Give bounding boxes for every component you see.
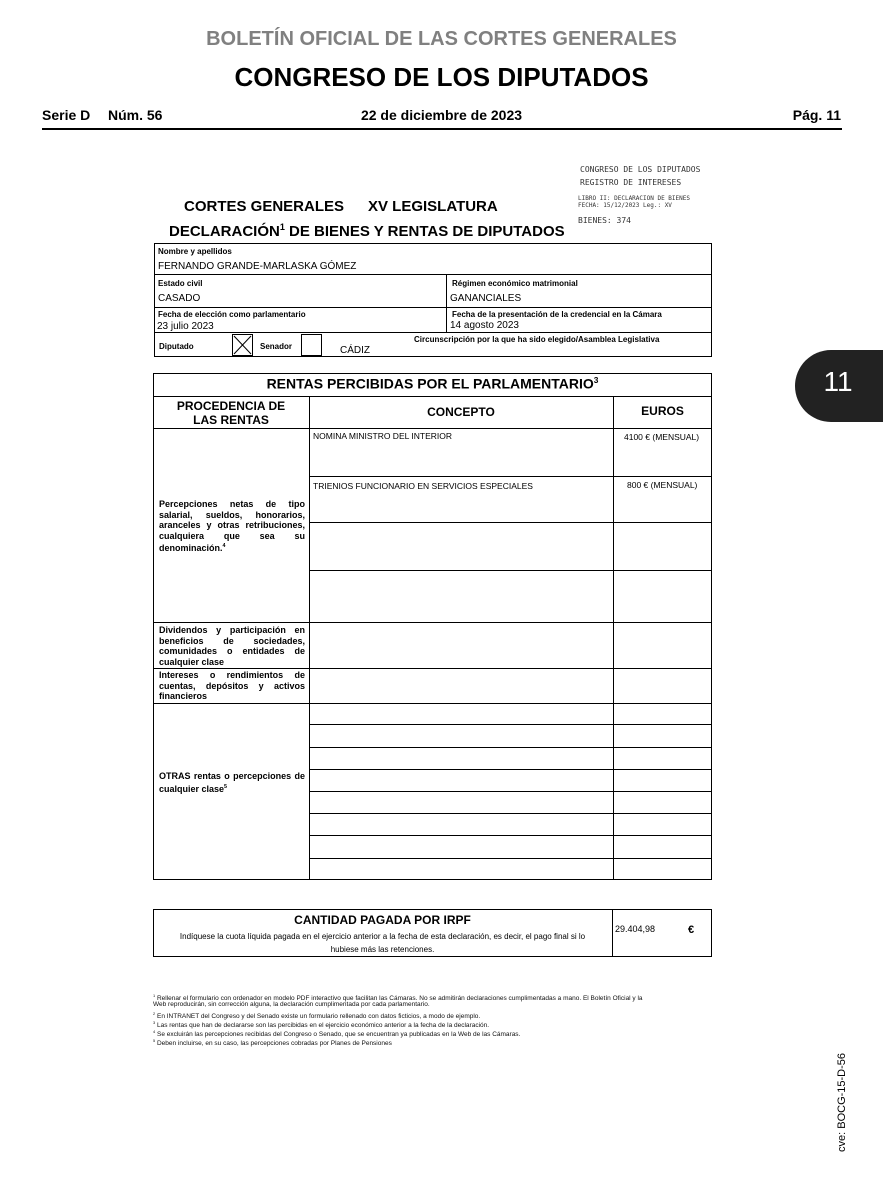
regimen-label: Régimen económico matrimonial bbox=[452, 279, 578, 288]
fecha-credencial-label: Fecha de la presentación de la credencial en la Cámara bbox=[452, 310, 662, 319]
publication-date: 22 de diciembre de 2023 bbox=[360, 107, 523, 123]
estado-civil-label: Estado civil bbox=[158, 279, 203, 288]
fecha-credencial-value: 14 agosto 2023 bbox=[450, 320, 519, 331]
publication-title: BOLETÍN OFICIAL DE LAS CORTES GENERALES bbox=[206, 28, 677, 50]
cve-code: cve: BOCG-15-D-56 bbox=[836, 1052, 848, 1152]
issue-number: Núm. 56 bbox=[108, 107, 163, 123]
form-title-legislatura: XV LEGISLATURA bbox=[368, 198, 498, 215]
diputado-checkbox[interactable] bbox=[232, 334, 253, 356]
section-dividendos: Dividendos y participación en beneficios de sociedades, comunidades o entidades de cualquier clase bbox=[159, 625, 305, 667]
regimen-value: GANANCIALES bbox=[450, 293, 522, 304]
section-otras: OTRAS rentas o percepciones de cualquier clase$^5$ bbox=[159, 771, 305, 794]
col-euros-header: EUROS bbox=[641, 404, 684, 418]
irpf-value: 29.404,98 bbox=[615, 924, 656, 934]
page-number: Pág. 11 bbox=[792, 107, 841, 123]
circunscripcion-label: Circunscripción por la que ha sido elegido/Asamblea Legislativa bbox=[414, 335, 660, 344]
circunscripcion-value: CÁDIZ bbox=[340, 345, 370, 356]
checked-x-icon bbox=[233, 335, 252, 355]
fecha-eleccion-value: 23 julio 2023 bbox=[157, 321, 214, 332]
senador-checkbox[interactable] bbox=[301, 334, 322, 356]
page-tab-number: 11 bbox=[823, 366, 853, 397]
col-procedencia-header: PROCEDENCIA DE LAS RENTAS bbox=[176, 399, 286, 427]
row-2-concepto: TRIENIOS FUNCIONARIO EN SERVICIOS ESPECIALES bbox=[313, 481, 533, 491]
fecha-eleccion-label: Fecha de elección como parlamentario bbox=[158, 310, 306, 319]
chamber-title: CONGRESO DE LOS DIPUTADOS bbox=[234, 62, 649, 92]
irpf-description: Indíquese la cuota líquida pagada en el ejercicio anterior a la fecha de esta declaración, es decir, el pago final si lo hubiese más las retenciones. bbox=[179, 932, 586, 954]
row-2-euros: 800 € (MENSUAL) bbox=[627, 480, 698, 490]
irpf-currency: € bbox=[688, 924, 695, 936]
col-concepto-header: CONCEPTO bbox=[427, 405, 495, 419]
nombre-label: Nombre y apellidos bbox=[158, 247, 232, 256]
form-title-cortes: CORTES GENERALES bbox=[184, 198, 345, 215]
nombre-value: FERNANDO GRANDE-MARLASKA GÓMEZ bbox=[158, 261, 357, 272]
row-1-euros: 4100 € (MENSUAL) bbox=[624, 432, 700, 442]
irpf-title: CANTIDAD PAGADA POR IRPF bbox=[294, 913, 471, 927]
rentas-title: RENTAS PERCIBIDAS POR EL PARLAMENTARIO$^3$ bbox=[266, 375, 599, 392]
serie: Serie D bbox=[42, 107, 91, 123]
form-subtitle: DECLARACIÓN$^1$ DE BIENES Y RENTAS DE DIPUTADOS bbox=[169, 222, 565, 240]
section-intereses: Intereses o rendimientos de cuentas, depósitos y activos financieros bbox=[159, 670, 305, 701]
estado-civil-value: CASADO bbox=[158, 293, 201, 304]
senador-label: Senador bbox=[260, 342, 293, 351]
row-1-concepto: NOMINA MINISTRO DEL INTERIOR bbox=[313, 431, 453, 441]
section-salarial: Percepciones netas de tipo salarial, sueldos, honorarios, aranceles y otras retribuciones, cualquiera que sea su denominación.$^4$ bbox=[159, 499, 305, 553]
diputado-label: Diputado bbox=[159, 342, 194, 351]
header-rule bbox=[42, 128, 842, 130]
